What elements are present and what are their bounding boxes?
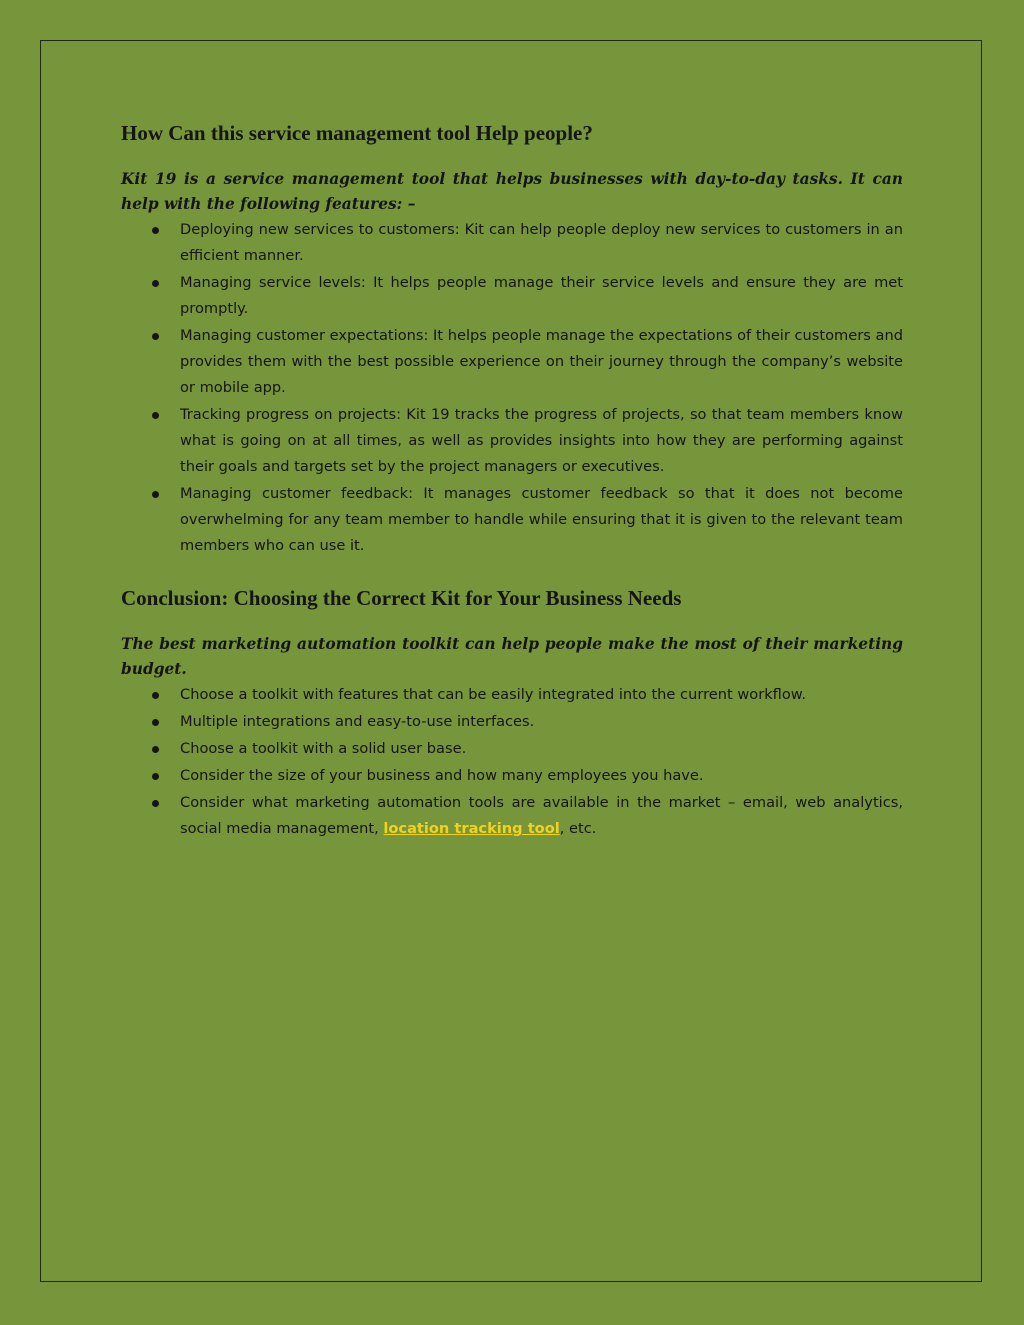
bullet-icon: [152, 746, 159, 753]
list-item: Choose a toolkit with a solid user base.: [121, 736, 903, 762]
features-intro: Kit 19 is a service management tool that helps businesses with day-to-day tasks. It can help with the following features: –: [121, 170, 903, 213]
bullet-icon: [152, 773, 159, 780]
bullet-icon: [152, 227, 159, 234]
list-item: Managing customer expectations: It helps people manage the expectations of their customers and provides them with the best possible experience on their journey through the company’s website or mobile app.: [121, 323, 903, 401]
bullet-icon: [152, 333, 159, 340]
document-content: [121, 118, 903, 843]
list-item: Tracking progress on projects: Kit 19 tracks the progress of projects, so that team members know what is going on at all times, as well as provides insights into how they are performing against their goals and targets set by the project managers or executives.: [121, 402, 903, 480]
location-tracking-tool-link[interactable]: location tracking tool: [383, 820, 560, 837]
list-item: Consider the size of your business and how many employees you have.: [121, 763, 903, 789]
list-item: Multiple integrations and easy-to-use interfaces.: [121, 709, 903, 735]
list-item: Consider what marketing automation tools are available in the market – email, web analytics, social media management, location tracking tool, etc.: [121, 790, 903, 842]
list-item: Managing service levels: It helps people manage their service levels and ensure they are met promptly.: [121, 270, 903, 322]
bullet-icon: [152, 800, 159, 807]
bullet-icon: [152, 412, 159, 419]
list-item: Deploying new services to customers: Kit can help people deploy new services to customers in an efficient manner.: [121, 217, 903, 269]
conclusion-intro: The best marketing automation toolkit can help people make the most of their marketing budget.: [121, 635, 903, 678]
list-item: Choose a toolkit with features that can be easily integrated into the current workflow.: [121, 682, 903, 708]
bullet-icon: [152, 719, 159, 726]
section-heading-conclusion: Conclusion: Choosing the Correct Kit for Your Business Needs: [121, 586, 682, 610]
conclusion-list: [121, 682, 903, 842]
bullet-icon: [152, 280, 159, 287]
section-heading-features: How Can this service management tool Help people?: [121, 121, 593, 145]
list-item: Managing customer feedback: It manages customer feedback so that it does not become overwhelming for any team member to handle while ensuring that it is given to the relevant team members who can use it.: [121, 481, 903, 559]
bullet-icon: [152, 491, 159, 498]
bullet-icon: [152, 692, 159, 699]
features-list: [121, 217, 903, 559]
